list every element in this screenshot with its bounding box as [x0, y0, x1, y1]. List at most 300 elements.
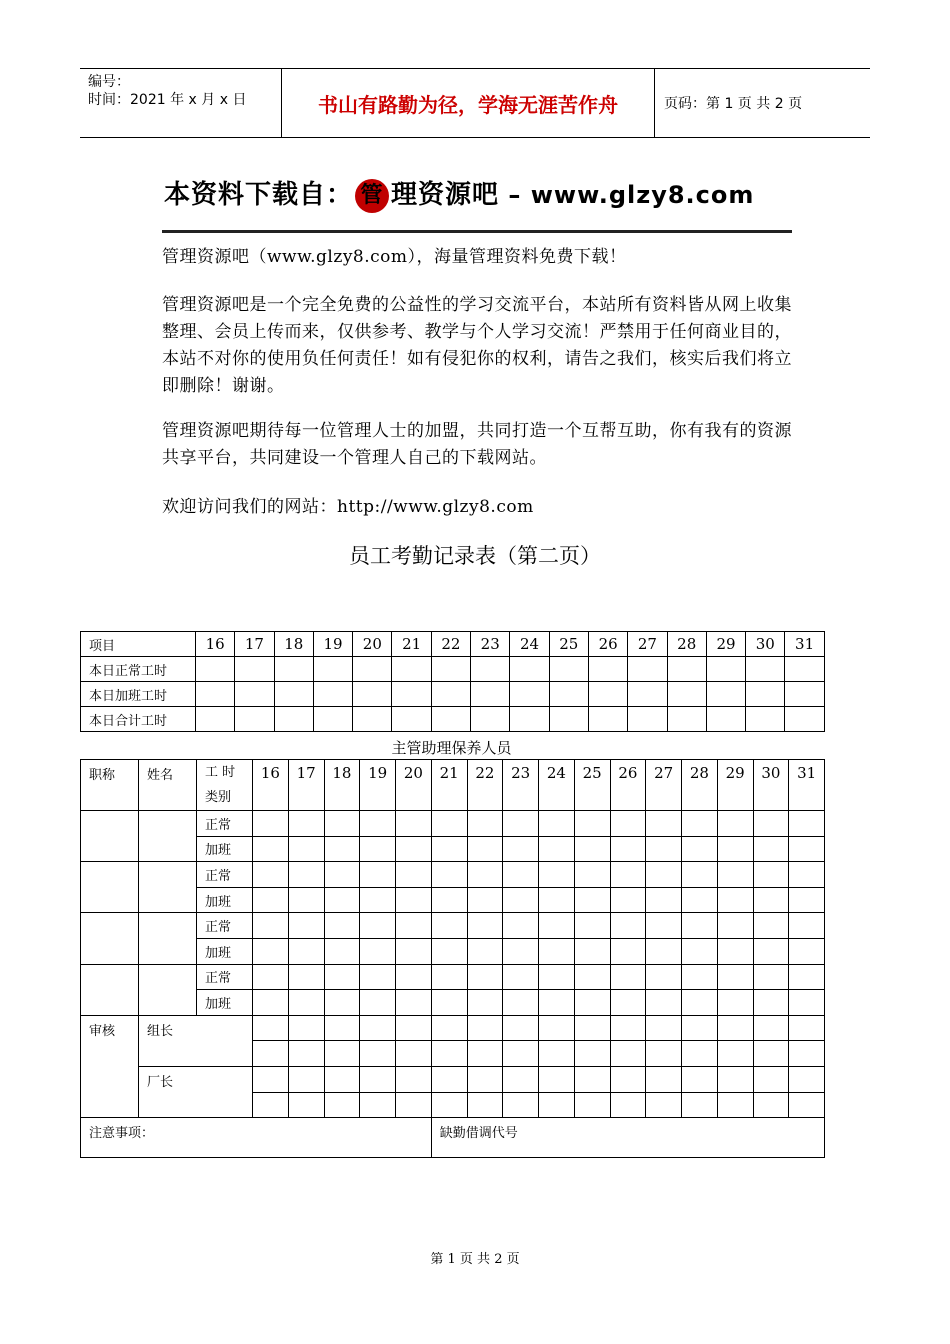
entry-cell[interactable]	[753, 964, 789, 990]
summary-row	[81, 657, 825, 682]
signature-cell[interactable]	[717, 1066, 753, 1092]
entry-cell[interactable]	[235, 657, 274, 682]
entry-cell[interactable]	[396, 836, 432, 862]
entry-cell[interactable]	[431, 990, 467, 1016]
entry-cell[interactable]	[288, 862, 324, 888]
signature-cell[interactable]	[539, 1015, 575, 1041]
entry-cell[interactable]	[785, 707, 824, 732]
entry-cell[interactable]	[610, 862, 646, 888]
site-logo-icon: 管	[355, 179, 389, 213]
entry-cell[interactable]	[628, 657, 667, 682]
entry-cell[interactable]	[360, 811, 396, 837]
entry-cell[interactable]	[574, 964, 610, 990]
entry-cell[interactable]	[717, 862, 753, 888]
entry-cell[interactable]	[717, 836, 753, 862]
entry-cell[interactable]	[288, 938, 324, 964]
hour-type-normal: 正常	[197, 964, 253, 990]
signature-cell[interactable]	[753, 1041, 789, 1067]
signature-cell[interactable]	[574, 1092, 610, 1118]
signature-cell[interactable]	[753, 1066, 789, 1092]
day-header: 18	[324, 760, 360, 811]
employee-title-cell[interactable]	[81, 913, 139, 964]
banner-text	[164, 174, 754, 213]
entry-cell[interactable]	[324, 811, 360, 837]
employee-row	[81, 913, 825, 939]
entry-cell[interactable]	[717, 887, 753, 913]
entry-cell[interactable]	[539, 964, 575, 990]
entry-cell[interactable]	[789, 913, 825, 939]
entry-cell[interactable]	[706, 657, 745, 682]
entry-cell[interactable]	[682, 836, 718, 862]
entry-cell[interactable]	[706, 707, 745, 732]
entry-cell[interactable]	[503, 938, 539, 964]
signature-cell[interactable]	[396, 1015, 432, 1041]
entry-cell[interactable]	[503, 990, 539, 1016]
entry-cell[interactable]	[235, 682, 274, 707]
entry-cell[interactable]	[396, 938, 432, 964]
signature-cell[interactable]	[431, 1066, 467, 1092]
signature-cell[interactable]	[324, 1066, 360, 1092]
entry-cell[interactable]	[753, 938, 789, 964]
day-header: 26	[588, 632, 627, 657]
signature-cell[interactable]	[646, 1092, 682, 1118]
day-header: 17	[288, 760, 324, 811]
notice-paragraph-1: 管理资源吧（www.glzy8.com），海量管理资料免费下载！	[162, 247, 627, 267]
summary-item-header: 项目	[81, 632, 196, 657]
entry-cell[interactable]	[539, 913, 575, 939]
entry-cell[interactable]	[324, 836, 360, 862]
entry-cell[interactable]	[610, 811, 646, 837]
page-title: 员工考勤记录表（第二页）	[349, 544, 601, 568]
entry-cell[interactable]	[431, 964, 467, 990]
entry-cell[interactable]	[431, 836, 467, 862]
entry-cell[interactable]	[549, 682, 588, 707]
notes-cell: 注意事项：	[81, 1118, 432, 1158]
entry-cell[interactable]	[431, 913, 467, 939]
entry-cell[interactable]	[396, 811, 432, 837]
signature-cell[interactable]	[288, 1066, 324, 1092]
entry-cell[interactable]	[471, 682, 510, 707]
entry-cell[interactable]	[789, 811, 825, 837]
document-header	[80, 68, 870, 138]
signature-cell[interactable]	[610, 1041, 646, 1067]
signature-cell[interactable]	[717, 1015, 753, 1041]
signature-cell[interactable]	[503, 1015, 539, 1041]
entry-cell[interactable]	[353, 657, 392, 682]
entry-cell[interactable]	[396, 913, 432, 939]
entry-cell[interactable]	[574, 862, 610, 888]
entry-cell[interactable]	[753, 887, 789, 913]
entry-cell[interactable]	[471, 657, 510, 682]
entry-cell[interactable]	[360, 887, 396, 913]
entry-cell[interactable]	[396, 990, 432, 1016]
entry-cell[interactable]	[646, 887, 682, 913]
entry-cell[interactable]	[360, 964, 396, 990]
entry-cell[interactable]	[746, 682, 785, 707]
entry-cell[interactable]	[196, 707, 235, 732]
entry-cell[interactable]	[253, 836, 289, 862]
entry-cell[interactable]	[510, 707, 549, 732]
entry-cell[interactable]	[431, 811, 467, 837]
entry-cell[interactable]	[324, 964, 360, 990]
entry-cell[interactable]	[467, 964, 503, 990]
entry-cell[interactable]	[588, 682, 627, 707]
signature-cell[interactable]	[396, 1041, 432, 1067]
number-label: 编号：	[88, 74, 130, 90]
entry-cell[interactable]	[253, 913, 289, 939]
signature-cell[interactable]	[431, 1041, 467, 1067]
entry-cell[interactable]	[431, 707, 470, 732]
entry-cell[interactable]	[392, 682, 431, 707]
group-leader-label: 组长	[139, 1015, 253, 1066]
entry-cell[interactable]	[646, 811, 682, 837]
entry-cell[interactable]	[467, 938, 503, 964]
signature-cell[interactable]	[288, 1041, 324, 1067]
entry-cell[interactable]	[539, 836, 575, 862]
entry-cell[interactable]	[789, 836, 825, 862]
entry-cell[interactable]	[324, 990, 360, 1016]
day-header: 30	[746, 632, 785, 657]
entry-cell[interactable]	[510, 682, 549, 707]
entry-cell[interactable]	[431, 657, 470, 682]
entry-cell[interactable]	[717, 990, 753, 1016]
signature-cell[interactable]	[503, 1066, 539, 1092]
signature-cell[interactable]	[467, 1015, 503, 1041]
banner-prefix: 本资料下载自：	[164, 180, 354, 210]
employee-name-cell[interactable]	[139, 913, 197, 964]
entry-cell[interactable]	[360, 913, 396, 939]
signature-cell[interactable]	[539, 1066, 575, 1092]
entry-cell[interactable]	[324, 862, 360, 888]
entry-cell[interactable]	[274, 707, 313, 732]
signature-cell[interactable]	[717, 1092, 753, 1118]
signature-cell[interactable]	[253, 1066, 289, 1092]
signature-cell[interactable]	[682, 1015, 718, 1041]
day-header: 23	[503, 760, 539, 811]
day-header: 16	[253, 760, 289, 811]
entry-cell[interactable]	[324, 887, 360, 913]
hour-type-overtime: 加班	[197, 887, 253, 913]
signature-cell[interactable]	[324, 1015, 360, 1041]
signature-cell[interactable]	[360, 1092, 396, 1118]
signature-cell[interactable]	[253, 1015, 289, 1041]
signature-cell[interactable]	[682, 1092, 718, 1118]
signature-cell[interactable]	[789, 1092, 825, 1118]
entry-cell[interactable]	[574, 887, 610, 913]
day-header: 29	[706, 632, 745, 657]
notice-paragraph-4: 欢迎访问我们的网站：http://www.glzy8.com	[162, 497, 534, 517]
signature-cell[interactable]	[324, 1092, 360, 1118]
entry-cell[interactable]	[610, 913, 646, 939]
entry-cell[interactable]	[360, 990, 396, 1016]
day-header: 27	[628, 632, 667, 657]
entry-cell[interactable]	[396, 887, 432, 913]
summary-row	[81, 707, 825, 732]
entry-cell[interactable]	[288, 887, 324, 913]
entry-cell[interactable]	[313, 707, 352, 732]
employee-name-cell[interactable]	[139, 862, 197, 913]
entry-cell[interactable]	[253, 887, 289, 913]
entry-cell[interactable]	[717, 938, 753, 964]
entry-cell[interactable]	[610, 990, 646, 1016]
entry-cell[interactable]	[392, 657, 431, 682]
entry-cell[interactable]	[503, 913, 539, 939]
entry-cell[interactable]	[396, 862, 432, 888]
entry-cell[interactable]	[313, 657, 352, 682]
signature-cell[interactable]	[467, 1041, 503, 1067]
col-title-header: 职称	[81, 760, 139, 811]
day-header: 27	[646, 760, 682, 811]
entry-cell[interactable]	[471, 707, 510, 732]
entry-cell[interactable]	[610, 964, 646, 990]
entry-cell[interactable]	[667, 707, 706, 732]
notes-row	[81, 1118, 825, 1158]
entry-cell[interactable]	[574, 913, 610, 939]
signature-cell[interactable]	[646, 1015, 682, 1041]
entry-cell[interactable]	[706, 682, 745, 707]
day-header: 23	[471, 632, 510, 657]
entry-cell[interactable]	[789, 990, 825, 1016]
signature-cell[interactable]	[288, 1092, 324, 1118]
entry-cell[interactable]	[467, 811, 503, 837]
signature-cell[interactable]	[789, 1015, 825, 1041]
signature-cell[interactable]	[753, 1015, 789, 1041]
entry-cell[interactable]	[503, 862, 539, 888]
day-header: 25	[574, 760, 610, 811]
entry-cell[interactable]	[539, 862, 575, 888]
entry-cell[interactable]	[253, 964, 289, 990]
employee-title-cell[interactable]	[81, 964, 139, 1015]
entry-cell[interactable]	[574, 938, 610, 964]
entry-cell[interactable]	[628, 707, 667, 732]
entry-cell[interactable]	[396, 964, 432, 990]
entry-cell[interactable]	[753, 836, 789, 862]
entry-cell[interactable]	[717, 913, 753, 939]
entry-cell[interactable]	[785, 682, 824, 707]
entry-cell[interactable]	[682, 990, 718, 1016]
entry-cell[interactable]	[288, 836, 324, 862]
signature-cell[interactable]	[360, 1066, 396, 1092]
entry-cell[interactable]	[746, 657, 785, 682]
entry-cell[interactable]	[353, 682, 392, 707]
entry-cell[interactable]	[324, 913, 360, 939]
entry-cell[interactable]	[789, 887, 825, 913]
summary-row	[81, 682, 825, 707]
entry-cell[interactable]	[288, 990, 324, 1016]
signature-cell[interactable]	[682, 1066, 718, 1092]
day-header: 19	[360, 760, 396, 811]
entry-cell[interactable]	[717, 811, 753, 837]
signature-cell[interactable]	[646, 1066, 682, 1092]
hour-type-overtime: 加班	[197, 836, 253, 862]
employee-title-cell[interactable]	[81, 811, 139, 862]
entry-cell[interactable]	[274, 682, 313, 707]
entry-cell[interactable]	[539, 811, 575, 837]
hour-type-overtime: 加班	[197, 938, 253, 964]
signature-cell[interactable]	[360, 1041, 396, 1067]
entry-cell[interactable]	[360, 836, 396, 862]
signature-cell[interactable]	[539, 1041, 575, 1067]
signature-cell[interactable]	[610, 1092, 646, 1118]
day-header: 22	[467, 760, 503, 811]
entry-cell[interactable]	[717, 964, 753, 990]
signature-cell[interactable]	[431, 1092, 467, 1118]
entry-cell[interactable]	[588, 657, 627, 682]
entry-cell[interactable]	[646, 836, 682, 862]
entry-cell[interactable]	[353, 707, 392, 732]
signature-cell[interactable]	[574, 1041, 610, 1067]
signature-cell[interactable]	[431, 1015, 467, 1041]
entry-cell[interactable]	[628, 682, 667, 707]
signature-cell[interactable]	[396, 1092, 432, 1118]
entry-cell[interactable]	[574, 836, 610, 862]
entry-cell[interactable]	[392, 707, 431, 732]
entry-cell[interactable]	[467, 990, 503, 1016]
entry-cell[interactable]	[646, 938, 682, 964]
entry-cell[interactable]	[789, 964, 825, 990]
entry-cell[interactable]	[196, 657, 235, 682]
entry-cell[interactable]	[313, 682, 352, 707]
signature-cell[interactable]	[610, 1015, 646, 1041]
entry-cell[interactable]	[431, 862, 467, 888]
col-name-header: 姓名	[139, 760, 197, 811]
signature-cell[interactable]	[539, 1092, 575, 1118]
entry-cell[interactable]	[360, 938, 396, 964]
entry-cell[interactable]	[753, 811, 789, 837]
entry-cell[interactable]	[574, 990, 610, 1016]
banner-url: – www.glzy8.com	[499, 181, 755, 209]
employee-title-cell[interactable]	[81, 862, 139, 913]
entry-cell[interactable]	[253, 938, 289, 964]
entry-cell[interactable]	[503, 964, 539, 990]
entry-cell[interactable]	[288, 964, 324, 990]
entry-cell[interactable]	[431, 682, 470, 707]
header-page-label: 页码：第 1 页 共 2 页	[664, 96, 803, 112]
entry-cell[interactable]	[610, 887, 646, 913]
signature-cell[interactable]	[503, 1092, 539, 1118]
signature-cell[interactable]	[467, 1066, 503, 1092]
entry-cell[interactable]	[510, 657, 549, 682]
entry-cell[interactable]	[539, 887, 575, 913]
absence-codes-cell: 缺勤借调代号	[431, 1118, 824, 1158]
signature-cell[interactable]	[574, 1015, 610, 1041]
entry-cell[interactable]	[288, 811, 324, 837]
signature-cell[interactable]	[646, 1041, 682, 1067]
entry-cell[interactable]	[753, 913, 789, 939]
signature-cell[interactable]	[467, 1092, 503, 1118]
entry-cell[interactable]	[682, 964, 718, 990]
signature-cell[interactable]	[253, 1041, 289, 1067]
review-row	[81, 1066, 825, 1092]
entry-cell[interactable]	[503, 811, 539, 837]
day-header: 31	[789, 760, 825, 811]
entry-cell[interactable]	[746, 707, 785, 732]
review-row	[81, 1015, 825, 1041]
signature-cell[interactable]	[753, 1092, 789, 1118]
entry-cell[interactable]	[610, 836, 646, 862]
entry-cell[interactable]	[753, 862, 789, 888]
entry-cell[interactable]	[549, 707, 588, 732]
employee-name-cell[interactable]	[139, 964, 197, 1015]
entry-cell[interactable]	[503, 836, 539, 862]
entry-cell[interactable]	[682, 811, 718, 837]
entry-cell[interactable]	[588, 707, 627, 732]
signature-cell[interactable]	[396, 1066, 432, 1092]
entry-cell[interactable]	[646, 862, 682, 888]
entry-cell[interactable]	[785, 657, 824, 682]
entry-cell[interactable]	[324, 938, 360, 964]
entry-cell[interactable]	[682, 938, 718, 964]
entry-cell[interactable]	[646, 913, 682, 939]
entry-cell[interactable]	[549, 657, 588, 682]
entry-cell[interactable]	[682, 862, 718, 888]
signature-cell[interactable]	[789, 1066, 825, 1092]
entry-cell[interactable]	[467, 836, 503, 862]
entry-cell[interactable]	[753, 990, 789, 1016]
entry-cell[interactable]	[288, 913, 324, 939]
signature-cell[interactable]	[682, 1041, 718, 1067]
entry-cell[interactable]	[667, 682, 706, 707]
signature-cell[interactable]	[288, 1015, 324, 1041]
entry-cell[interactable]	[467, 913, 503, 939]
signature-cell[interactable]	[253, 1092, 289, 1118]
entry-cell[interactable]	[646, 990, 682, 1016]
signature-cell[interactable]	[574, 1066, 610, 1092]
day-header: 17	[235, 632, 274, 657]
entry-cell[interactable]	[360, 862, 396, 888]
signature-cell[interactable]	[717, 1041, 753, 1067]
entry-cell[interactable]	[646, 964, 682, 990]
entry-cell[interactable]	[789, 938, 825, 964]
entry-cell[interactable]	[196, 682, 235, 707]
signature-cell[interactable]	[324, 1041, 360, 1067]
signature-cell[interactable]	[789, 1041, 825, 1067]
entry-cell[interactable]	[467, 887, 503, 913]
signature-cell[interactable]	[503, 1041, 539, 1067]
entry-cell[interactable]	[253, 862, 289, 888]
entry-cell[interactable]	[539, 990, 575, 1016]
employee-name-cell[interactable]	[139, 811, 197, 862]
day-header: 24	[510, 632, 549, 657]
entry-cell[interactable]	[235, 707, 274, 732]
summary-header-row	[81, 632, 825, 657]
signature-cell[interactable]	[610, 1066, 646, 1092]
entry-cell[interactable]	[274, 657, 313, 682]
entry-cell[interactable]	[467, 862, 503, 888]
entry-cell[interactable]	[539, 938, 575, 964]
day-header: 22	[431, 632, 470, 657]
entry-cell[interactable]	[789, 862, 825, 888]
entry-cell[interactable]	[253, 811, 289, 837]
entry-cell[interactable]	[667, 657, 706, 682]
entry-cell[interactable]	[253, 990, 289, 1016]
section-caption: 主管助理保养人员	[391, 739, 512, 757]
day-header: 20	[353, 632, 392, 657]
entry-cell[interactable]	[431, 938, 467, 964]
entry-cell[interactable]	[574, 811, 610, 837]
employee-row	[81, 862, 825, 888]
entry-cell[interactable]	[610, 938, 646, 964]
entry-cell[interactable]	[682, 913, 718, 939]
signature-cell[interactable]	[360, 1015, 396, 1041]
employee-row	[81, 964, 825, 990]
entry-cell[interactable]	[431, 887, 467, 913]
banner-site-name: 理资源吧	[391, 180, 500, 210]
hour-type-normal: 正常	[197, 913, 253, 939]
time-label: 时间：2021 年 x 月 x 日	[88, 92, 247, 108]
entry-cell[interactable]	[682, 887, 718, 913]
entry-cell[interactable]	[503, 887, 539, 913]
